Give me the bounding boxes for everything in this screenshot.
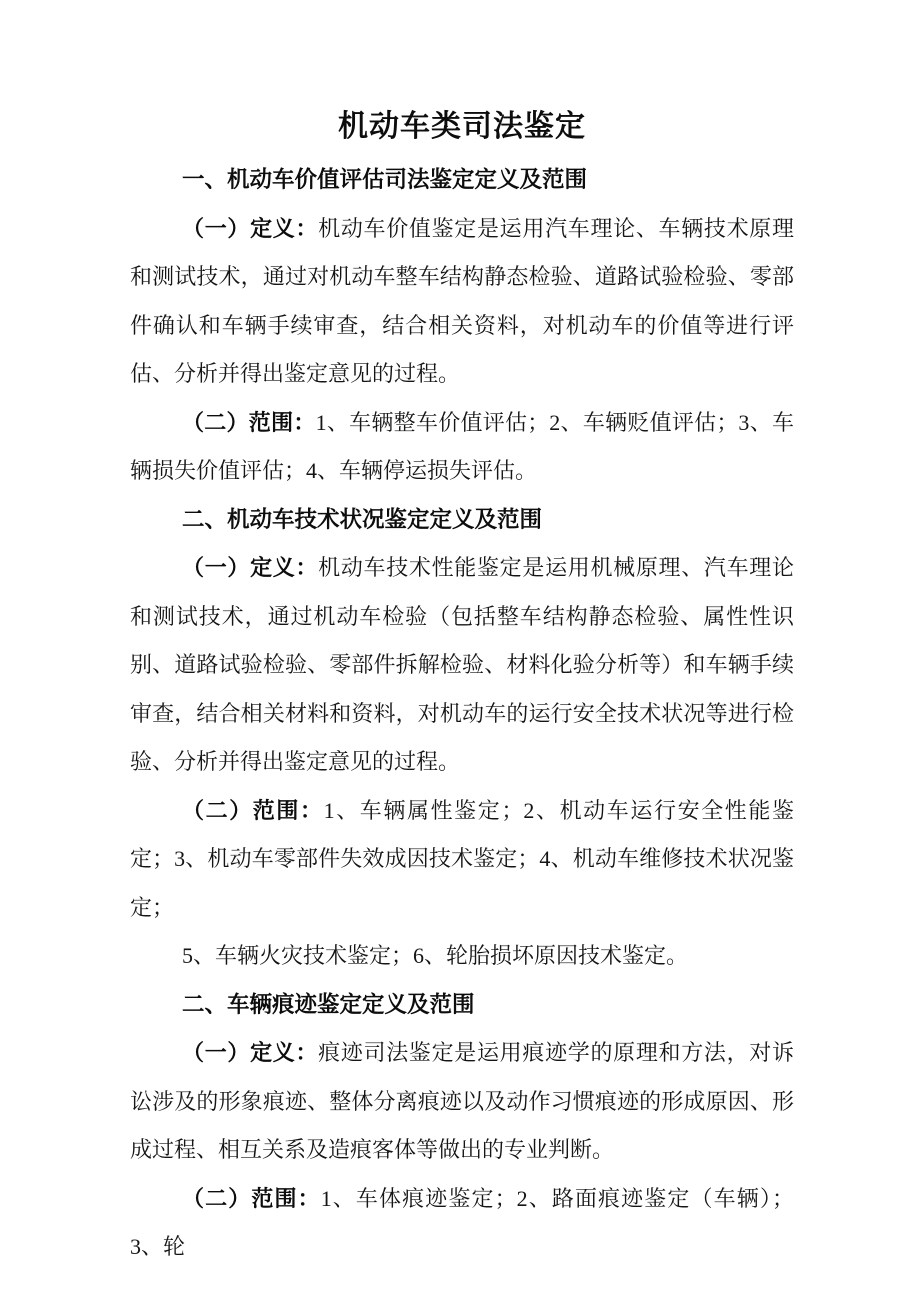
paragraph-scope-continued: [130, 932, 794, 981]
paragraph-label: （二）范围：: [182, 409, 316, 435]
paragraph-definition: [130, 1029, 794, 1175]
paragraph-scope: [130, 1175, 794, 1272]
paragraph-text: 机动车价值鉴定是运用汽车理论、车辆技术原理和测试技术，通过对机动车整车结构静态检验、道路试验检验、零部件确认和车辆手续审查，结合相关资料，对机动车的价值等进行评估、分析并得出鉴定意见的过程。: [130, 215, 794, 386]
paragraph-text: 机动车技术性能鉴定是运用机械原理、汽车理论和测试技术，通过机动车检验（包括整车结构静态检验、属性性识别、道路试验检验、零部件拆解检验、材料化验分析等）和车辆手续审查，结合相关材料和资料，对机动车的运行安全技术状况等进行检验、分析并得出鉴定意见的过程。: [130, 555, 794, 774]
section-vehicle-technical-condition: [130, 496, 794, 981]
paragraph-definition: [130, 544, 794, 787]
paragraph-scope: [130, 399, 794, 496]
paragraph-label: （一）定义：: [182, 215, 319, 241]
paragraph-text: 1、车辆属性鉴定；2、机动车运行安全性能鉴定；3、机动车零部件失效成因技术鉴定；4、机动车维修技术状况鉴定；: [130, 797, 794, 920]
paragraph-label: （二）范围：: [182, 1185, 321, 1211]
paragraph-label: （一）定义：: [182, 555, 319, 580]
paragraph-text: 1、车体痕迹鉴定；2、路面痕迹鉴定（车辆）；3、轮: [130, 1185, 794, 1259]
paragraph-label: （二）范围：: [182, 797, 324, 823]
section-heading: 二、车辆痕迹鉴定定义及范围: [182, 991, 475, 1017]
paragraph-definition: [130, 205, 794, 399]
section-heading: 二、机动车技术状况鉴定定义及范围: [182, 506, 543, 532]
section-heading: 一、机动车价值评估司法鉴定定义及范围: [182, 167, 588, 192]
section-vehicle-value-appraisal: [130, 156, 794, 496]
paragraph-text: 5、车辆火灾技术鉴定；6、轮胎损坏原因技术鉴定。: [182, 943, 689, 968]
paragraph-label: （一）定义：: [182, 1040, 319, 1065]
paragraph-text: 痕迹司法鉴定是运用痕迹学的原理和方法，对诉讼涉及的形象痕迹、整体分离痕迹以及动作习惯痕迹的形成原因、形成过程、相互关系及造痕客体等做出的专业判断。: [130, 1040, 794, 1162]
paragraph-text: 1、车辆整车价值评估；2、车辆贬值评估；3、车辆损失价值评估；4、车辆停运损失评估。: [130, 409, 794, 483]
paragraph-scope: [130, 787, 794, 933]
section-vehicle-trace-appraisal: [130, 981, 794, 1272]
document-title: 机动车类司法鉴定: [338, 110, 586, 143]
